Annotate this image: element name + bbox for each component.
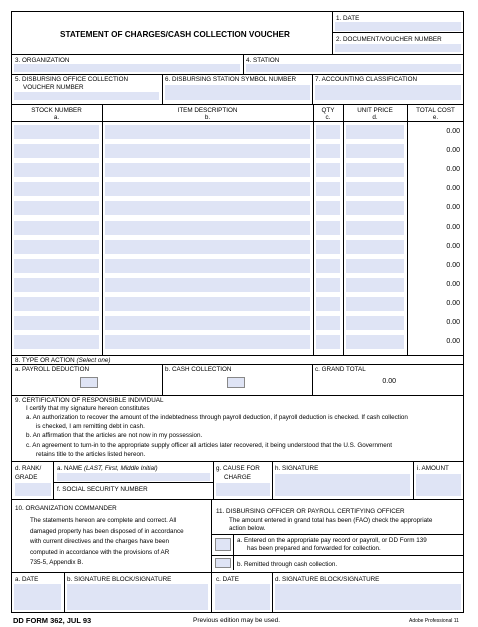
item-description-field[interactable] bbox=[105, 201, 310, 215]
qty-field[interactable] bbox=[316, 240, 340, 254]
charge-label: CHARGE bbox=[224, 474, 251, 481]
unit-price-field[interactable] bbox=[346, 278, 404, 292]
station-field[interactable] bbox=[246, 64, 461, 72]
option-b-checkbox[interactable] bbox=[215, 558, 231, 568]
stock-number-field[interactable] bbox=[14, 125, 99, 139]
certification-c-line1: c. An agreement to turn-in to the appropriate supply officer all articles later recovered, it being understood that the U.S. Government bbox=[26, 442, 393, 449]
software-note: Adobe Professional 11 bbox=[409, 618, 459, 624]
document-number-field[interactable] bbox=[335, 44, 461, 52]
stock-number-field[interactable] bbox=[14, 297, 99, 311]
unit-price-field[interactable] bbox=[346, 316, 404, 330]
column-header-title: UNIT PRICE bbox=[357, 107, 393, 114]
stock-number-field[interactable] bbox=[14, 259, 99, 273]
commander-statement-line: with current directives and the charges have been bbox=[30, 538, 169, 545]
commander-signature-label: b. SIGNATURE BLOCK/SIGNATURE bbox=[67, 576, 172, 583]
qty-field[interactable] bbox=[316, 259, 340, 273]
organization-label: 3. ORGANIZATION bbox=[15, 57, 70, 64]
grand-total-value: 0.00 bbox=[382, 378, 396, 385]
edition-note: Previous edition may be used. bbox=[193, 617, 281, 624]
certification-label: 9. CERTIFICATION OF RESPONSIBLE INDIVIDUAL bbox=[15, 397, 164, 404]
stock-number-field[interactable] bbox=[14, 182, 99, 196]
station-label: 4. STATION bbox=[246, 57, 280, 64]
total-cost-value: 0.00 bbox=[446, 204, 460, 212]
signature-label: h. SIGNATURE bbox=[275, 465, 319, 472]
disbursing-office-label: 5. DISBURSING OFFICE COLLECTION bbox=[15, 76, 129, 83]
accounting-classification-field[interactable] bbox=[315, 85, 461, 100]
unit-price-field[interactable] bbox=[346, 163, 404, 177]
certification-a-line1: a. An authorization to recover the amount of the indebtedness through payroll deduction, if payroll deduction is checked. If cash collection bbox=[26, 414, 408, 421]
commander-statement-line: 735-5, Appendix B. bbox=[30, 559, 84, 566]
unit-price-field[interactable] bbox=[346, 240, 404, 254]
form-id: DD FORM 362, JUL 93 bbox=[13, 616, 92, 625]
form-title: STATEMENT OF CHARGES/CASH COLLECTION VOUCHER bbox=[60, 30, 290, 39]
column-header-sub: c. bbox=[325, 114, 331, 121]
payroll-deduction-checkbox[interactable] bbox=[80, 377, 98, 388]
date-field[interactable] bbox=[335, 22, 461, 31]
disbursing-intro-line2: action below. bbox=[229, 525, 266, 532]
unit-price-field[interactable] bbox=[346, 335, 404, 349]
item-description-field[interactable] bbox=[105, 316, 310, 330]
total-cost-value: 0.00 bbox=[446, 166, 460, 174]
total-cost-value: 0.00 bbox=[446, 128, 460, 135]
total-cost-value: 0.00 bbox=[446, 280, 460, 288]
disbursing-date-label: c. DATE bbox=[216, 576, 239, 583]
qty-field[interactable] bbox=[316, 182, 340, 196]
name-field[interactable] bbox=[57, 473, 210, 481]
option-b-label: b. Remitted through cash collection. bbox=[237, 561, 338, 568]
unit-price-field[interactable] bbox=[346, 201, 404, 215]
stock-number-field[interactable] bbox=[14, 144, 99, 158]
unit-price-field[interactable] bbox=[346, 259, 404, 273]
voucher-number-label: VOUCHER NUMBER bbox=[23, 84, 84, 91]
unit-price-field[interactable] bbox=[346, 125, 404, 139]
column-header-sub: e. bbox=[432, 114, 439, 121]
disbursing-officer-label: 11. DISBURSING OFFICER OR PAYROLL CERTIFYING OFFICER bbox=[216, 508, 405, 515]
certification-intro: I certify that my signature hereon constitutes bbox=[26, 405, 150, 412]
qty-field[interactable] bbox=[316, 316, 340, 330]
cause-field[interactable] bbox=[216, 483, 270, 496]
total-cost-value: 0.00 bbox=[446, 261, 460, 269]
total-cost-value: 0.00 bbox=[446, 319, 460, 326]
unit-price-field[interactable] bbox=[346, 221, 404, 235]
qty-field[interactable] bbox=[316, 278, 340, 292]
date-label: 1. DATE bbox=[336, 15, 360, 22]
commander-date-field[interactable] bbox=[14, 584, 61, 610]
option-a-checkbox[interactable] bbox=[215, 538, 231, 551]
cause-label: g. CAUSE FOR bbox=[216, 465, 260, 472]
type-action-label: 8. TYPE OR ACTION (Select one) bbox=[15, 357, 111, 364]
item-description-field[interactable] bbox=[105, 278, 310, 292]
column-header-title: TOTAL COST bbox=[416, 107, 455, 114]
total-cost-value: 0.00 bbox=[446, 223, 460, 231]
certification-b: b. An affirmation that the articles are not now in my possession. bbox=[26, 432, 203, 439]
certification-c-line2: retains title to the articles listed hereon. bbox=[36, 451, 146, 458]
item-description-field[interactable] bbox=[105, 335, 310, 349]
payroll-deduction-label: a. PAYROLL DEDUCTION bbox=[15, 366, 90, 373]
column-header-title: STOCK NUMBER bbox=[31, 107, 82, 114]
amount-field[interactable] bbox=[416, 474, 461, 496]
commander-statement-line: The statements hereon are complete and correct. All bbox=[30, 517, 177, 524]
total-cost-value: 0.00 bbox=[446, 299, 460, 307]
item-description-field[interactable] bbox=[105, 125, 310, 139]
total-cost-value: 0.00 bbox=[446, 147, 460, 155]
rank-label: d. RANK/ bbox=[15, 465, 42, 472]
organization-field[interactable] bbox=[14, 64, 240, 72]
stock-number-field[interactable] bbox=[14, 316, 99, 330]
item-description-field[interactable] bbox=[105, 163, 310, 177]
commander-signature-field[interactable] bbox=[67, 584, 208, 610]
column-header-sub: a. bbox=[53, 114, 60, 121]
column-header-sub: d. bbox=[372, 114, 378, 121]
document-number-label: 2. DOCUMENT/VOUCHER NUMBER bbox=[336, 36, 442, 43]
stock-number-field[interactable] bbox=[14, 335, 99, 349]
cash-collection-checkbox[interactable] bbox=[227, 377, 245, 388]
total-cost-value: 0.00 bbox=[446, 242, 460, 250]
commander-label: 10. ORGANIZATION COMMANDER bbox=[15, 505, 117, 512]
qty-field[interactable] bbox=[316, 163, 340, 177]
qty-field[interactable] bbox=[316, 144, 340, 158]
qty-field[interactable] bbox=[316, 297, 340, 311]
qty-field[interactable] bbox=[316, 125, 340, 139]
grade-label: GRADE bbox=[15, 474, 38, 481]
accounting-classification-label: 7. ACCOUNTING CLASSIFICATION bbox=[315, 76, 418, 83]
stock-number-field[interactable] bbox=[14, 278, 99, 292]
stock-number-field[interactable] bbox=[14, 163, 99, 177]
option-a-line2: has been prepared and forwarded for collection. bbox=[247, 545, 381, 552]
item-description-field[interactable] bbox=[105, 182, 310, 196]
disbursing-signature-field[interactable] bbox=[275, 584, 461, 610]
item-description-field[interactable] bbox=[105, 240, 310, 254]
item-description-field[interactable] bbox=[105, 297, 310, 311]
commander-date-label: a. DATE bbox=[15, 576, 39, 583]
rank-field[interactable] bbox=[15, 483, 51, 496]
total-cost-value: 0.00 bbox=[446, 338, 460, 346]
commander-statement-line: computed in accordance with the provisions of AR bbox=[30, 548, 170, 556]
option-a-line1: a. Entered on the appropriate pay record or payroll, or DD Form 139 bbox=[237, 537, 427, 544]
amount-label: i. AMOUNT bbox=[417, 465, 449, 472]
name-label: a. NAME (LAST, First, Middle Initial) bbox=[57, 465, 158, 472]
cash-collection-label: b. CASH COLLECTION bbox=[165, 366, 232, 373]
grand-total-label: c. GRAND TOTAL bbox=[315, 366, 366, 373]
stock-number-field[interactable] bbox=[14, 201, 99, 215]
disbursing-office-field[interactable] bbox=[14, 92, 159, 100]
item-description-field[interactable] bbox=[105, 259, 310, 273]
item-description-field[interactable] bbox=[105, 221, 310, 235]
certification-a-line2: is checked, I am remitting debt in cash. bbox=[36, 423, 145, 430]
ssn-label: f. SOCIAL SECURITY NUMBER bbox=[57, 486, 148, 493]
unit-price-field[interactable] bbox=[346, 182, 404, 196]
column-header-title: QTY bbox=[321, 107, 335, 114]
disbursing-date-field[interactable] bbox=[215, 584, 270, 610]
unit-price-field[interactable] bbox=[346, 297, 404, 311]
signature-field[interactable] bbox=[275, 474, 410, 496]
disbursing-symbol-label: 6. DISBURSING STATION SYMBOL NUMBER bbox=[165, 76, 297, 83]
disbursing-symbol-field[interactable] bbox=[165, 85, 310, 100]
stock-number-field[interactable] bbox=[14, 221, 99, 235]
disbursing-intro-line1: The amount entered in grand total has been (FAO) check the appropriate bbox=[229, 517, 433, 524]
qty-field[interactable] bbox=[316, 221, 340, 235]
stock-number-field[interactable] bbox=[14, 240, 99, 254]
total-cost-value: 0.00 bbox=[446, 185, 460, 193]
qty-field[interactable] bbox=[316, 201, 340, 215]
commander-statement-line: damaged property has been disposed of in accordance bbox=[30, 527, 184, 535]
item-description-field[interactable] bbox=[105, 144, 310, 158]
column-header-title: ITEM DESCRIPTION bbox=[177, 107, 238, 114]
qty-field[interactable] bbox=[316, 335, 340, 349]
column-header-sub: b. bbox=[204, 114, 211, 121]
unit-price-field[interactable] bbox=[346, 144, 404, 158]
disbursing-signature-label: d. SIGNATURE BLOCK/SIGNATURE bbox=[275, 576, 380, 583]
